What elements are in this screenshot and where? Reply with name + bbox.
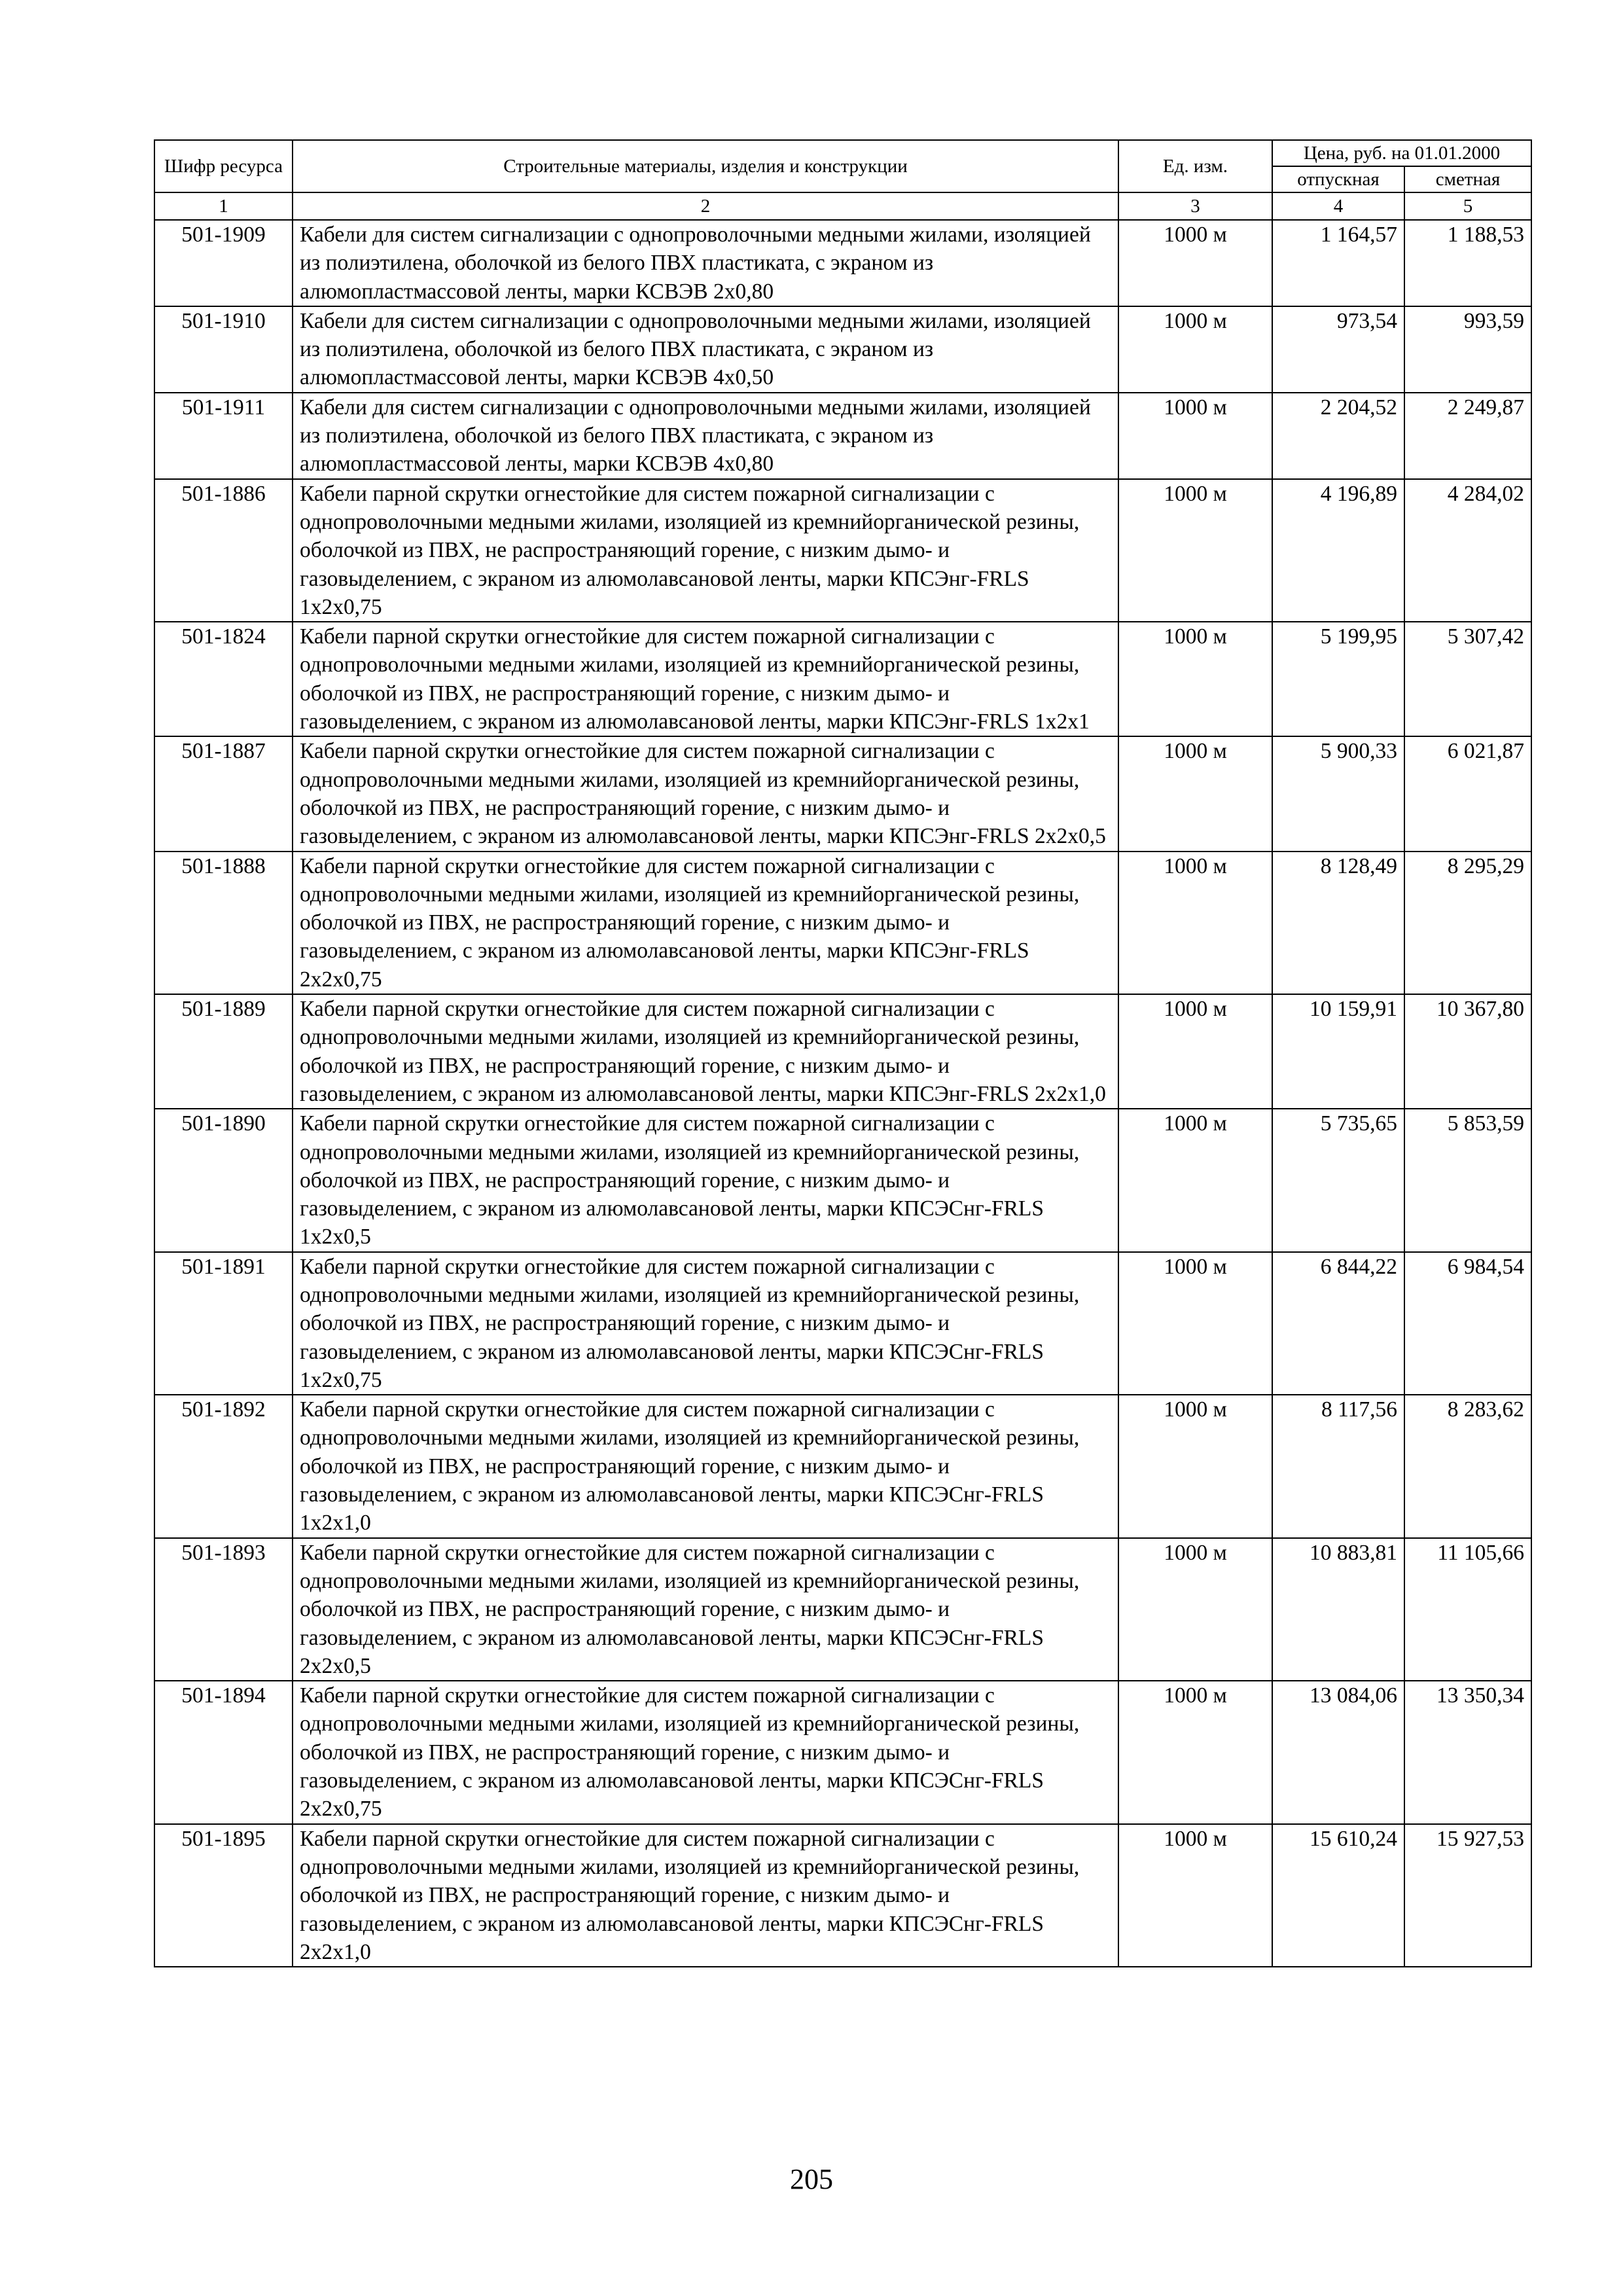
resource-code: 501-1910 xyxy=(154,306,293,393)
material-description: Кабели парной скрутки огнестойкие для систем пожарной сигнализации с однопроволочными медными жилами, изоляцией из кремнийорганической резины, оболочкой из ПВХ, не распространяющий горение, с низким дымо- и газовыделением, с экраном из алюмолавсановой ленты, марки КПСЭнг-FRLS 2х2х0,75 xyxy=(293,852,1118,994)
wholesale-price: 15 610,24 xyxy=(1272,1824,1404,1967)
unit-of-measure: 1000 м xyxy=(1118,393,1272,479)
wholesale-price: 1 164,57 xyxy=(1272,220,1404,306)
table-row xyxy=(154,994,1531,1109)
estimate-price: 13 350,34 xyxy=(1404,1681,1531,1823)
wholesale-price: 2 204,52 xyxy=(1272,393,1404,479)
material-description: Кабели парной скрутки огнестойкие для систем пожарной сигнализации с однопроволочными медными жилами, изоляцией из кремнийорганической резины, оболочкой из ПВХ, не распространяющий горение, с низким дымо- и газовыделением, с экраном из алюмолавсановой ленты, марки КПСЭСнг-FRLS 2х2х1,0 xyxy=(293,1824,1118,1967)
wholesale-price: 13 084,06 xyxy=(1272,1681,1404,1823)
wholesale-price: 5 900,33 xyxy=(1272,736,1404,851)
resource-code: 501-1911 xyxy=(154,393,293,479)
unit-of-measure: 1000 м xyxy=(1118,852,1272,994)
unit-of-measure: 1000 м xyxy=(1118,479,1272,622)
estimate-price: 4 284,02 xyxy=(1404,479,1531,622)
page-number: 205 xyxy=(790,2163,833,2195)
material-description: Кабели парной скрутки огнестойкие для систем пожарной сигнализации с однопроволочными медными жилами, изоляцией из кремнийорганической резины, оболочкой из ПВХ, не распространяющий горение, с низким дымо- и газовыделением, с экраном из алюмолавсановой ленты, марки КПСЭнг-FRLS 2х2х0,5 xyxy=(293,736,1118,851)
header-code: Шифр ресурса xyxy=(154,140,293,192)
unit-of-measure: 1000 м xyxy=(1118,736,1272,851)
wholesale-price: 973,54 xyxy=(1272,306,1404,393)
material-description: Кабели для систем сигнализации с однопроволочными медными жилами, изоляцией из полиэтилена, оболочкой из белого ПВХ пластиката, с экраном из алюмопластмассовой ленты, марки КСВЭВ 2х0,80 xyxy=(293,220,1118,306)
unit-of-measure: 1000 м xyxy=(1118,1681,1272,1823)
wholesale-price: 8 117,56 xyxy=(1272,1395,1404,1537)
resource-code: 501-1909 xyxy=(154,220,293,306)
wholesale-price: 10 883,81 xyxy=(1272,1538,1404,1681)
wholesale-price: 5 735,65 xyxy=(1272,1109,1404,1251)
header-wholesale: отпускная xyxy=(1272,166,1404,192)
resource-code: 501-1886 xyxy=(154,479,293,622)
unit-of-measure: 1000 м xyxy=(1118,994,1272,1109)
resource-code: 501-1895 xyxy=(154,1824,293,1967)
header-price: Цена, руб. на 01.01.2000 xyxy=(1272,140,1531,166)
unit-of-measure: 1000 м xyxy=(1118,1252,1272,1395)
resource-code: 501-1887 xyxy=(154,736,293,851)
material-description: Кабели парной скрутки огнестойкие для систем пожарной сигнализации с однопроволочными медными жилами, изоляцией из кремнийорганической резины, оболочкой из ПВХ, не распространяющий горение, с низким дымо- и газовыделением, с экраном из алюмолавсановой ленты, марки КПСЭнг-FRLS 2х2х1,0 xyxy=(293,994,1118,1109)
estimate-price: 5 853,59 xyxy=(1404,1109,1531,1251)
table-row xyxy=(154,1395,1531,1537)
material-description: Кабели парной скрутки огнестойкие для систем пожарной сигнализации с однопроволочными медными жилами, изоляцией из кремнийорганической резины, оболочкой из ПВХ, не распространяющий горение, с низким дымо- и газовыделением, с экраном из алюмолавсановой ленты, марки КПСЭСнг-FRLS 1х2х0,5 xyxy=(293,1109,1118,1251)
table-row xyxy=(154,306,1531,393)
table-body xyxy=(154,220,1531,1967)
table-row xyxy=(154,1109,1531,1251)
unit-of-measure: 1000 м xyxy=(1118,1109,1272,1251)
material-description: Кабели для систем сигнализации с однопроволочными медными жилами, изоляцией из полиэтилена, оболочкой из белого ПВХ пластиката, с экраном из алюмопластмассовой ленты, марки КСВЭВ 4х0,50 xyxy=(293,306,1118,393)
table-row xyxy=(154,393,1531,479)
estimate-price: 993,59 xyxy=(1404,306,1531,393)
material-description: Кабели парной скрутки огнестойкие для систем пожарной сигнализации с однопроволочными медными жилами, изоляцией из кремнийорганической резины, оболочкой из ПВХ, не распространяющий горение, с низким дымо- и газовыделением, с экраном из алюмолавсановой ленты, марки КПСЭнг-FRLS 1х2х1 xyxy=(293,622,1118,736)
unit-of-measure: 1000 м xyxy=(1118,306,1272,393)
unit-of-measure: 1000 м xyxy=(1118,1395,1272,1537)
column-number: 2 xyxy=(293,192,1118,220)
wholesale-price: 6 844,22 xyxy=(1272,1252,1404,1395)
wholesale-price: 8 128,49 xyxy=(1272,852,1404,994)
resource-code: 501-1888 xyxy=(154,852,293,994)
wholesale-price: 5 199,95 xyxy=(1272,622,1404,736)
estimate-price: 1 188,53 xyxy=(1404,220,1531,306)
estimate-price: 8 283,62 xyxy=(1404,1395,1531,1537)
table-row xyxy=(154,852,1531,994)
table-row xyxy=(154,1538,1531,1681)
estimate-price: 6 984,54 xyxy=(1404,1252,1531,1395)
table-row xyxy=(154,1824,1531,1967)
material-description: Кабели парной скрутки огнестойкие для систем пожарной сигнализации с однопроволочными медными жилами, изоляцией из кремнийорганической резины, оболочкой из ПВХ, не распространяющий горение, с низким дымо- и газовыделением, с экраном из алюмолавсановой ленты, марки КПСЭнг-FRLS 1х2х0,75 xyxy=(293,479,1118,622)
resource-code: 501-1892 xyxy=(154,1395,293,1537)
header-unit: Ед. изм. xyxy=(1118,140,1272,192)
table-row xyxy=(154,736,1531,851)
material-description: Кабели парной скрутки огнестойкие для систем пожарной сигнализации с однопроволочными медными жилами, изоляцией из кремнийорганической резины, оболочкой из ПВХ, не распространяющий горение, с низким дымо- и газовыделением, с экраном из алюмолавсановой ленты, марки КПСЭСнг-FRLS 2х2х0,75 xyxy=(293,1681,1118,1823)
column-number: 1 xyxy=(154,192,293,220)
estimate-price: 11 105,66 xyxy=(1404,1538,1531,1681)
header-estimate: сметная xyxy=(1404,166,1531,192)
estimate-price: 6 021,87 xyxy=(1404,736,1531,851)
estimate-price: 2 249,87 xyxy=(1404,393,1531,479)
column-number: 3 xyxy=(1118,192,1272,220)
material-description: Кабели парной скрутки огнестойкие для систем пожарной сигнализации с однопроволочными медными жилами, изоляцией из кремнийорганической резины, оболочкой из ПВХ, не распространяющий горение, с низким дымо- и газовыделением, с экраном из алюмолавсановой ленты, марки КПСЭСнг-FRLS 1х2х1,0 xyxy=(293,1395,1118,1537)
material-description: Кабели парной скрутки огнестойкие для систем пожарной сигнализации с однопроволочными медными жилами, изоляцией из кремнийорганической резины, оболочкой из ПВХ, не распространяющий горение, с низким дымо- и газовыделением, с экраном из алюмолавсановой ленты, марки КПСЭСнг-FRLS 2х2х0,5 xyxy=(293,1538,1118,1681)
estimate-price: 8 295,29 xyxy=(1404,852,1531,994)
resource-code: 501-1824 xyxy=(154,622,293,736)
estimate-price: 10 367,80 xyxy=(1404,994,1531,1109)
wholesale-price: 4 196,89 xyxy=(1272,479,1404,622)
header-name: Строительные материалы, изделия и конструкции xyxy=(293,140,1118,192)
table-header xyxy=(154,140,1531,220)
material-description: Кабели парной скрутки огнестойкие для систем пожарной сигнализации с однопроволочными медными жилами, изоляцией из кремнийорганической резины, оболочкой из ПВХ, не распространяющий горение, с низким дымо- и газовыделением, с экраном из алюмолавсановой ленты, марки КПСЭСнг-FRLS 1х2х0,75 xyxy=(293,1252,1118,1395)
resource-code: 501-1889 xyxy=(154,994,293,1109)
column-numbers-row xyxy=(154,192,1531,220)
resource-code: 501-1893 xyxy=(154,1538,293,1681)
unit-of-measure: 1000 м xyxy=(1118,622,1272,736)
table-row xyxy=(154,622,1531,736)
price-table xyxy=(154,139,1532,1967)
resource-code: 501-1890 xyxy=(154,1109,293,1251)
unit-of-measure: 1000 м xyxy=(1118,1538,1272,1681)
table-row xyxy=(154,479,1531,622)
estimate-price: 15 927,53 xyxy=(1404,1824,1531,1967)
column-number: 5 xyxy=(1404,192,1531,220)
resource-code: 501-1891 xyxy=(154,1252,293,1395)
table-row xyxy=(154,1252,1531,1395)
table-row xyxy=(154,1681,1531,1823)
unit-of-measure: 1000 м xyxy=(1118,220,1272,306)
column-number: 4 xyxy=(1272,192,1404,220)
table-row xyxy=(154,220,1531,306)
unit-of-measure: 1000 м xyxy=(1118,1824,1272,1967)
wholesale-price: 10 159,91 xyxy=(1272,994,1404,1109)
estimate-price: 5 307,42 xyxy=(1404,622,1531,736)
material-description: Кабели для систем сигнализации с однопроволочными медными жилами, изоляцией из полиэтилена, оболочкой из белого ПВХ пластиката, с экраном из алюмопластмассовой ленты, марки КСВЭВ 4х0,80 xyxy=(293,393,1118,479)
resource-code: 501-1894 xyxy=(154,1681,293,1823)
